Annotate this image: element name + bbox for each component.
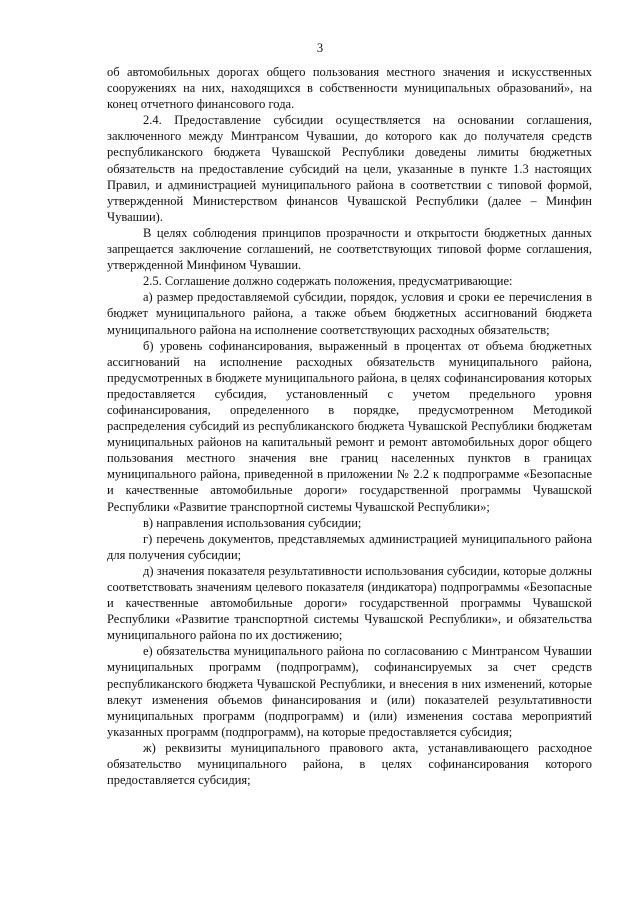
list-item-b: б) уровень софинансирования, выраженный в процентах от объема бюджетных ассигнований на исполнение расходных обязательств муниципального района, предусмотренных в бюджете муниципального района, в целях софинансирования которых предоставляется субсидия, установленный с учетом предельного уровня софинансирования, определенного в порядке, предусмотренном Методикой распределения субсидий из республиканского бюджета Чувашской Республики бюджетам муниципальных районов на капитальный ремонт и ремонт автомобильных дорог общего пользования местного значения вне границ населенных пунктов в границах муниципального района, приведенной в приложении № 2.2 к подпрограмме «Безопасные и качественные автомобильные дороги» государственной программы Чувашской Республики «Развитие транспортной системы Чувашской Республики»; — [107, 338, 592, 514]
list-item-e: е) обязательства муниципального района по согласованию с Минтрансом Чувашии муниципальных программ (подпрограмм), софинансируемых за счет средств республиканского бюджета Чувашской Республики, и внесения в них изменений, которые влекут изменения объемов финансирования и (или) показателей результативности муниципальных программ (подпрограмм) и (или) изменения состава мероприятий указанных программ (подпрограмм), на которые предоставляется субсидия; — [107, 644, 592, 739]
paragraph-transparency: В целях соблюдения принципов прозрачности и открытости бюджетных данных запрещается заключение соглашений, не соответствующих типовой форме соглашения, утвержденной Минфином Чувашии. — [107, 225, 592, 273]
paragraph-clause-2-5: 2.5. Соглашение должно содержать положения, предусматривающие: — [143, 274, 513, 289]
paragraph-clause-2-4: 2.4. Предоставление субсидии осуществляется на основании соглашения, заключенного между Минтрансом Чувашии, до которого как до получателя средств республиканского бюджета Чувашской Республики доведены лимиты бюджетных обязательств на предоставление субсидий на цели, указанные в пункте 1.3 настоящих Правил, и администрацией муниципального района в соответствии с типовой формой, утвержденной Министерством финансов Чувашской Республики (далее – Минфин Чувашии). — [107, 113, 592, 224]
list-item-v: в) направления использования субсидии; — [143, 515, 362, 530]
list-item-zh: ж) реквизиты муниципального правового акта, устанавливающего расходное обязательство муниципального района, в целях софинансирования которого предоставляется субсидия; — [107, 740, 592, 788]
list-item-a: а) размер предоставляемой субсидии, порядок, условия и сроки ее перечисления в бюджет муниципального района, а также объем бюджетных ассигнований бюджета муниципального района на исполнение соответствующих расходных обязательств; — [107, 290, 592, 337]
document-body — [107, 64, 592, 788]
paragraph-continuation: об автомобильных дорогах общего пользования местного значения и искусственных сооружениях на них, находящихся в собственности муниципальных образований», на конец отчетного финансового года. — [107, 65, 592, 112]
list-item-g: г) перечень документов, представляемых администрацией муниципального района для получения субсидии; — [107, 531, 592, 562]
list-item-d: д) значения показателя результативности использования субсидии, которые должны соответствовать значениям целевого показателя (индикатора) подпрограммы «Безопасные и качественные автомобильные дороги» государственной программы Чувашской Республики «Развитие транспортной системы Чувашской Республики», и обязательства муниципального района по их достижению; — [107, 563, 592, 643]
page-number: 3 — [316, 41, 324, 55]
